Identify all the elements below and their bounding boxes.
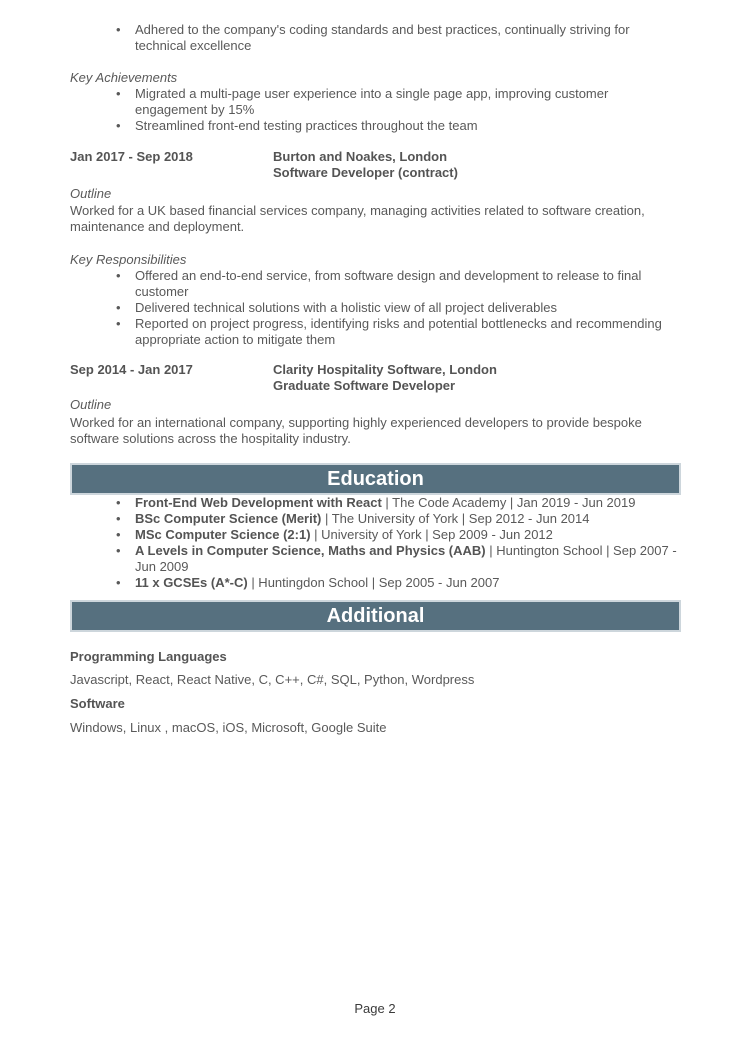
experience-trailing-bullets <box>70 22 681 54</box>
job-outline-text: Worked for an international company, supporting highly experienced developers to provide bespoke software solutions across the hospitality industry. <box>70 415 642 446</box>
key-responsibilities-list <box>70 268 681 348</box>
education-item <box>70 527 681 543</box>
responsibility-item: • Delivered technical solutions with a holistic view of all project deliverables <box>70 300 681 316</box>
education-details: | The University of York | Sep 2012 - Jun 2014 <box>321 511 590 526</box>
job-outline-text: Worked for a UK based financial services company, managing activities related to software creation, maintenance and deployment. <box>70 203 645 234</box>
achievement-item: • Streamlined front-end testing practices throughout the team <box>70 118 681 134</box>
key-achievements-list <box>70 86 681 134</box>
job-role: Software Developer (contract) <box>273 165 458 180</box>
job-dates: Jan 2017 - Sep 2018 <box>70 149 193 164</box>
education-qualification: Front-End Web Development with React <box>135 495 382 510</box>
education-details: | University of York | Sep 2009 - Jun 2012 <box>310 527 553 542</box>
education-details: | Huntington School | Sep 2007 - Jun 2009 <box>135 543 677 574</box>
outline-label: Outline <box>70 397 112 412</box>
experience-bullet: • Adhered to the company's coding standards and best practices, continually striving for technical excellence <box>70 22 681 54</box>
education-qualification: BSc Computer Science (Merit) <box>135 511 322 526</box>
responsibility-item: • Reported on project progress, identifying risks and potential bottlenecks and recommending appropriate action to mitigate them <box>70 316 681 348</box>
page-number: Page 2 <box>354 1001 396 1016</box>
education-qualification: 11 x GCSEs (A*-C) <box>135 575 248 590</box>
education-item <box>70 543 681 575</box>
key-achievements-label: Key Achievements <box>70 70 178 85</box>
responsibility-item: • Offered an end-to-end service, from software design and development to release to final customer <box>70 268 681 300</box>
job-role: Graduate Software Developer <box>273 378 456 393</box>
achievement-item: • Migrated a multi-page user experience into a single page app, improving customer engagement by 15% <box>70 86 681 118</box>
job-company: Clarity Hospitality Software, London <box>273 362 497 377</box>
job-header <box>70 149 681 181</box>
programming-languages-value: Javascript, React, React Native, C, C++, C#, SQL, Python, Wordpress <box>70 672 475 687</box>
education-item <box>70 575 681 591</box>
software-value: Windows, Linux , macOS, iOS, Microsoft, Google Suite <box>70 720 387 735</box>
education-item <box>70 511 681 527</box>
job-entry-burton-and-noakes <box>70 149 681 348</box>
education-section-header: Education <box>70 463 681 495</box>
job-company: Burton and Noakes, London <box>273 149 448 164</box>
education-list <box>70 495 681 591</box>
education-qualification: MSc Computer Science (2:1) <box>135 527 311 542</box>
job-title-column <box>273 149 458 181</box>
job-dates: Sep 2014 - Jan 2017 <box>70 362 193 377</box>
programming-languages-label: Programming Languages <box>70 649 227 664</box>
education-details: | The Code Academy | Jan 2019 - Jun 2019 <box>381 495 636 510</box>
education-details: | Huntingdon School | Sep 2005 - Jun 2007 <box>247 575 500 590</box>
job-title-column <box>273 362 497 394</box>
job-entry-clarity-hospitality <box>70 362 681 447</box>
job-header <box>70 362 681 394</box>
software-label: Software <box>70 696 125 711</box>
education-item <box>70 495 681 511</box>
outline-label: Outline <box>70 186 112 201</box>
education-qualification: A Levels in Computer Science, Maths and Physics (AAB) <box>135 543 486 558</box>
additional-section-header: Additional <box>70 600 681 632</box>
key-responsibilities-label: Key Responsibilities <box>70 252 187 267</box>
